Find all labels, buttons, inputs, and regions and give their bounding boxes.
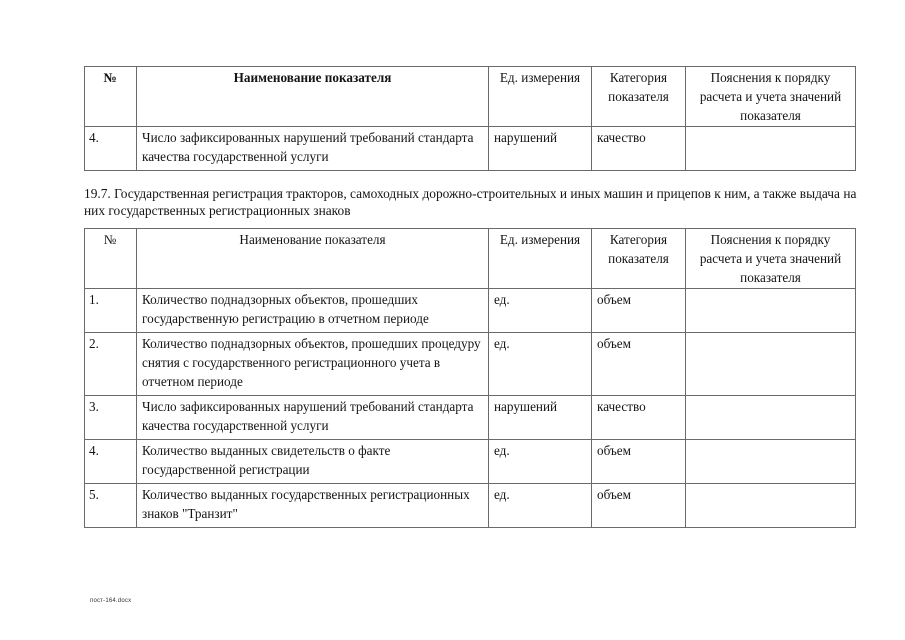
header-name: Наименование показателя xyxy=(137,229,489,289)
footer-filename: пост-164.docx xyxy=(90,598,132,604)
header-notes: Пояснения к порядку расчета и учета значений показателя xyxy=(686,229,856,289)
row-category: объем xyxy=(592,484,686,528)
row-unit: нарушений xyxy=(489,127,592,171)
row-num: 5. xyxy=(85,484,137,528)
header-name: Наименование показателя xyxy=(137,67,489,127)
header-category: Категория показателя xyxy=(592,67,686,127)
row-num: 4. xyxy=(85,440,137,484)
indicators-table-2 xyxy=(84,228,856,528)
table-row xyxy=(85,440,856,484)
row-unit: ед. xyxy=(489,333,592,396)
table-row xyxy=(85,289,856,333)
section-heading: 19.7. Государственная регистрация тракторов, самоходных дорожно-строительных и иных машин и прицепов к ним, а также выдача на них государственных регистрационных знаков xyxy=(84,186,857,218)
row-unit: нарушений xyxy=(489,396,592,440)
header-unit: Ед. измерения xyxy=(489,229,592,289)
table-row xyxy=(85,396,856,440)
row-notes xyxy=(686,440,856,484)
row-category: объем xyxy=(592,333,686,396)
row-notes xyxy=(686,484,856,528)
header-category: Категория показателя xyxy=(592,229,686,289)
header-unit: Ед. измерения xyxy=(489,67,592,127)
header-num: № xyxy=(85,229,137,289)
header-notes: Пояснения к порядку расчета и учета значений показателя xyxy=(686,67,856,127)
indicators-table-1 xyxy=(84,66,856,171)
table-row xyxy=(85,484,856,528)
row-num: 1. xyxy=(85,289,137,333)
row-unit: ед. xyxy=(489,440,592,484)
row-num: 3. xyxy=(85,396,137,440)
row-notes xyxy=(686,289,856,333)
row-name: Число зафиксированных нарушений требований стандарта качества государственной услуги xyxy=(137,396,489,440)
row-category: объем xyxy=(592,440,686,484)
row-category: объем xyxy=(592,289,686,333)
row-name: Количество поднадзорных объектов, прошедших государственную регистрацию в отчетном периоде xyxy=(137,289,489,333)
row-num: 2. xyxy=(85,333,137,396)
row-category: качество xyxy=(592,127,686,171)
row-unit: ед. xyxy=(489,484,592,528)
table-row xyxy=(85,333,856,396)
table-header-row xyxy=(85,67,856,127)
table-header-row xyxy=(85,229,856,289)
row-name: Количество выданных свидетельств о факте государственной регистрации xyxy=(137,440,489,484)
row-name: Число зафиксированных нарушений требований стандарта качества государственной услуги xyxy=(137,127,489,171)
row-name: Количество поднадзорных объектов, прошедших процедуру снятия с государственного регистрационного учета в отчетном периоде xyxy=(137,333,489,396)
header-num: № xyxy=(85,67,137,127)
row-notes xyxy=(686,127,856,171)
row-num: 4. xyxy=(85,127,137,171)
row-name: Количество выданных государственных регистрационных знаков "Транзит" xyxy=(137,484,489,528)
row-unit: ед. xyxy=(489,289,592,333)
table-row xyxy=(85,127,856,171)
row-notes xyxy=(686,333,856,396)
row-notes xyxy=(686,396,856,440)
row-category: качество xyxy=(592,396,686,440)
